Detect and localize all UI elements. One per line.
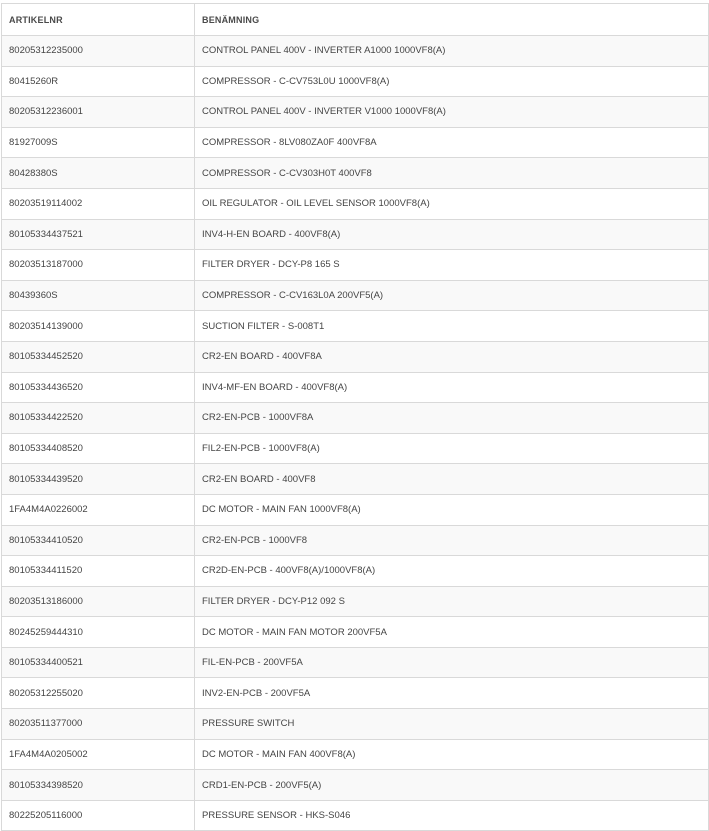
article-number-cell: 80205312255020 (2, 678, 195, 709)
description-cell: CR2-EN BOARD - 400VF8 (195, 464, 709, 495)
table-row[interactable] (2, 127, 709, 158)
description-cell: PRESSURE SENSOR - HKS-S046 (195, 800, 709, 831)
article-number-cell: 80428380S (2, 158, 195, 189)
description-cell: DC MOTOR - MAIN FAN 1000VF8(A) (195, 494, 709, 525)
table-row[interactable] (2, 647, 709, 678)
table-row[interactable] (2, 433, 709, 464)
article-number-cell: 80439360S (2, 280, 195, 311)
description-cell: CR2-EN-PCB - 1000VF8 (195, 525, 709, 556)
description-cell: OIL REGULATOR - OIL LEVEL SENSOR 1000VF8(A) (195, 188, 709, 219)
table-row[interactable] (2, 678, 709, 709)
article-number-cell: 80105334422520 (2, 403, 195, 434)
article-number-cell: 80105334410520 (2, 525, 195, 556)
description-cell: INV4-H-EN BOARD - 400VF8(A) (195, 219, 709, 250)
column-header-description[interactable]: BENÄMNING (195, 4, 709, 36)
description-cell: CR2-EN-PCB - 1000VF8A (195, 403, 709, 434)
table-row[interactable] (2, 709, 709, 740)
parts-table-container (1, 3, 708, 831)
table-row[interactable] (2, 770, 709, 801)
table-row[interactable] (2, 464, 709, 495)
article-number-cell: 80105334411520 (2, 556, 195, 587)
table-row[interactable] (2, 311, 709, 342)
description-cell: PRESSURE SWITCH (195, 709, 709, 740)
article-number-cell: 80415260R (2, 66, 195, 97)
article-number-cell: 80203513186000 (2, 586, 195, 617)
article-number-cell: 80203513187000 (2, 250, 195, 281)
table-row[interactable] (2, 219, 709, 250)
article-number-cell: 80105334398520 (2, 770, 195, 801)
article-number-cell: 80105334436520 (2, 372, 195, 403)
article-number-cell: 80245259444310 (2, 617, 195, 648)
parts-table (1, 3, 709, 831)
description-cell: CR2D-EN-PCB - 400VF8(A)/1000VF8(A) (195, 556, 709, 587)
description-cell: COMPRESSOR - C-CV163L0A 200VF5(A) (195, 280, 709, 311)
table-row[interactable] (2, 341, 709, 372)
table-row[interactable] (2, 188, 709, 219)
article-number-cell: 80105334400521 (2, 647, 195, 678)
table-header (2, 4, 709, 36)
table-row[interactable] (2, 66, 709, 97)
table-row[interactable] (2, 403, 709, 434)
description-cell: FILTER DRYER - DCY-P12 092 S (195, 586, 709, 617)
description-cell: INV4-MF-EN BOARD - 400VF8(A) (195, 372, 709, 403)
article-number-cell: 80225205116000 (2, 800, 195, 831)
table-row[interactable] (2, 739, 709, 770)
description-cell: COMPRESSOR - 8LV080ZA0F 400VF8A (195, 127, 709, 158)
description-cell: INV2-EN-PCB - 200VF5A (195, 678, 709, 709)
description-cell: CONTROL PANEL 400V - INVERTER V1000 1000VF8(A) (195, 97, 709, 128)
table-row[interactable] (2, 97, 709, 128)
table-row[interactable] (2, 36, 709, 67)
table-row[interactable] (2, 250, 709, 281)
description-cell: COMPRESSOR - C-CV303H0T 400VF8 (195, 158, 709, 189)
description-cell: CR2-EN BOARD - 400VF8A (195, 341, 709, 372)
table-row[interactable] (2, 586, 709, 617)
header-row (2, 4, 709, 36)
table-row[interactable] (2, 494, 709, 525)
description-cell: CONTROL PANEL 400V - INVERTER A1000 1000VF8(A) (195, 36, 709, 67)
table-row[interactable] (2, 556, 709, 587)
article-number-cell: 80105334452520 (2, 341, 195, 372)
article-number-cell: 1FA4M4A0205002 (2, 739, 195, 770)
article-number-cell: 80203519114002 (2, 188, 195, 219)
description-cell: COMPRESSOR - C-CV753L0U 1000VF8(A) (195, 66, 709, 97)
table-row[interactable] (2, 800, 709, 831)
description-cell: FIL-EN-PCB - 200VF5A (195, 647, 709, 678)
description-cell: CRD1-EN-PCB - 200VF5(A) (195, 770, 709, 801)
article-number-cell: 81927009S (2, 127, 195, 158)
article-number-cell: 80105334439520 (2, 464, 195, 495)
article-number-cell: 80105334408520 (2, 433, 195, 464)
description-cell: DC MOTOR - MAIN FAN 400VF8(A) (195, 739, 709, 770)
table-row[interactable] (2, 372, 709, 403)
article-number-cell: 80105334437521 (2, 219, 195, 250)
description-cell: FIL2-EN-PCB - 1000VF8(A) (195, 433, 709, 464)
column-header-article-number[interactable]: ARTIKELNR (2, 4, 195, 36)
description-cell: FILTER DRYER - DCY-P8 165 S (195, 250, 709, 281)
table-body (2, 36, 709, 831)
table-row[interactable] (2, 525, 709, 556)
article-number-cell: 80203511377000 (2, 709, 195, 740)
description-cell: SUCTION FILTER - S-008T1 (195, 311, 709, 342)
article-number-cell: 80205312235000 (2, 36, 195, 67)
table-row[interactable] (2, 617, 709, 648)
description-cell: DC MOTOR - MAIN FAN MOTOR 200VF5A (195, 617, 709, 648)
table-row[interactable] (2, 280, 709, 311)
article-number-cell: 80203514139000 (2, 311, 195, 342)
article-number-cell: 1FA4M4A0226002 (2, 494, 195, 525)
table-row[interactable] (2, 158, 709, 189)
article-number-cell: 80205312236001 (2, 97, 195, 128)
